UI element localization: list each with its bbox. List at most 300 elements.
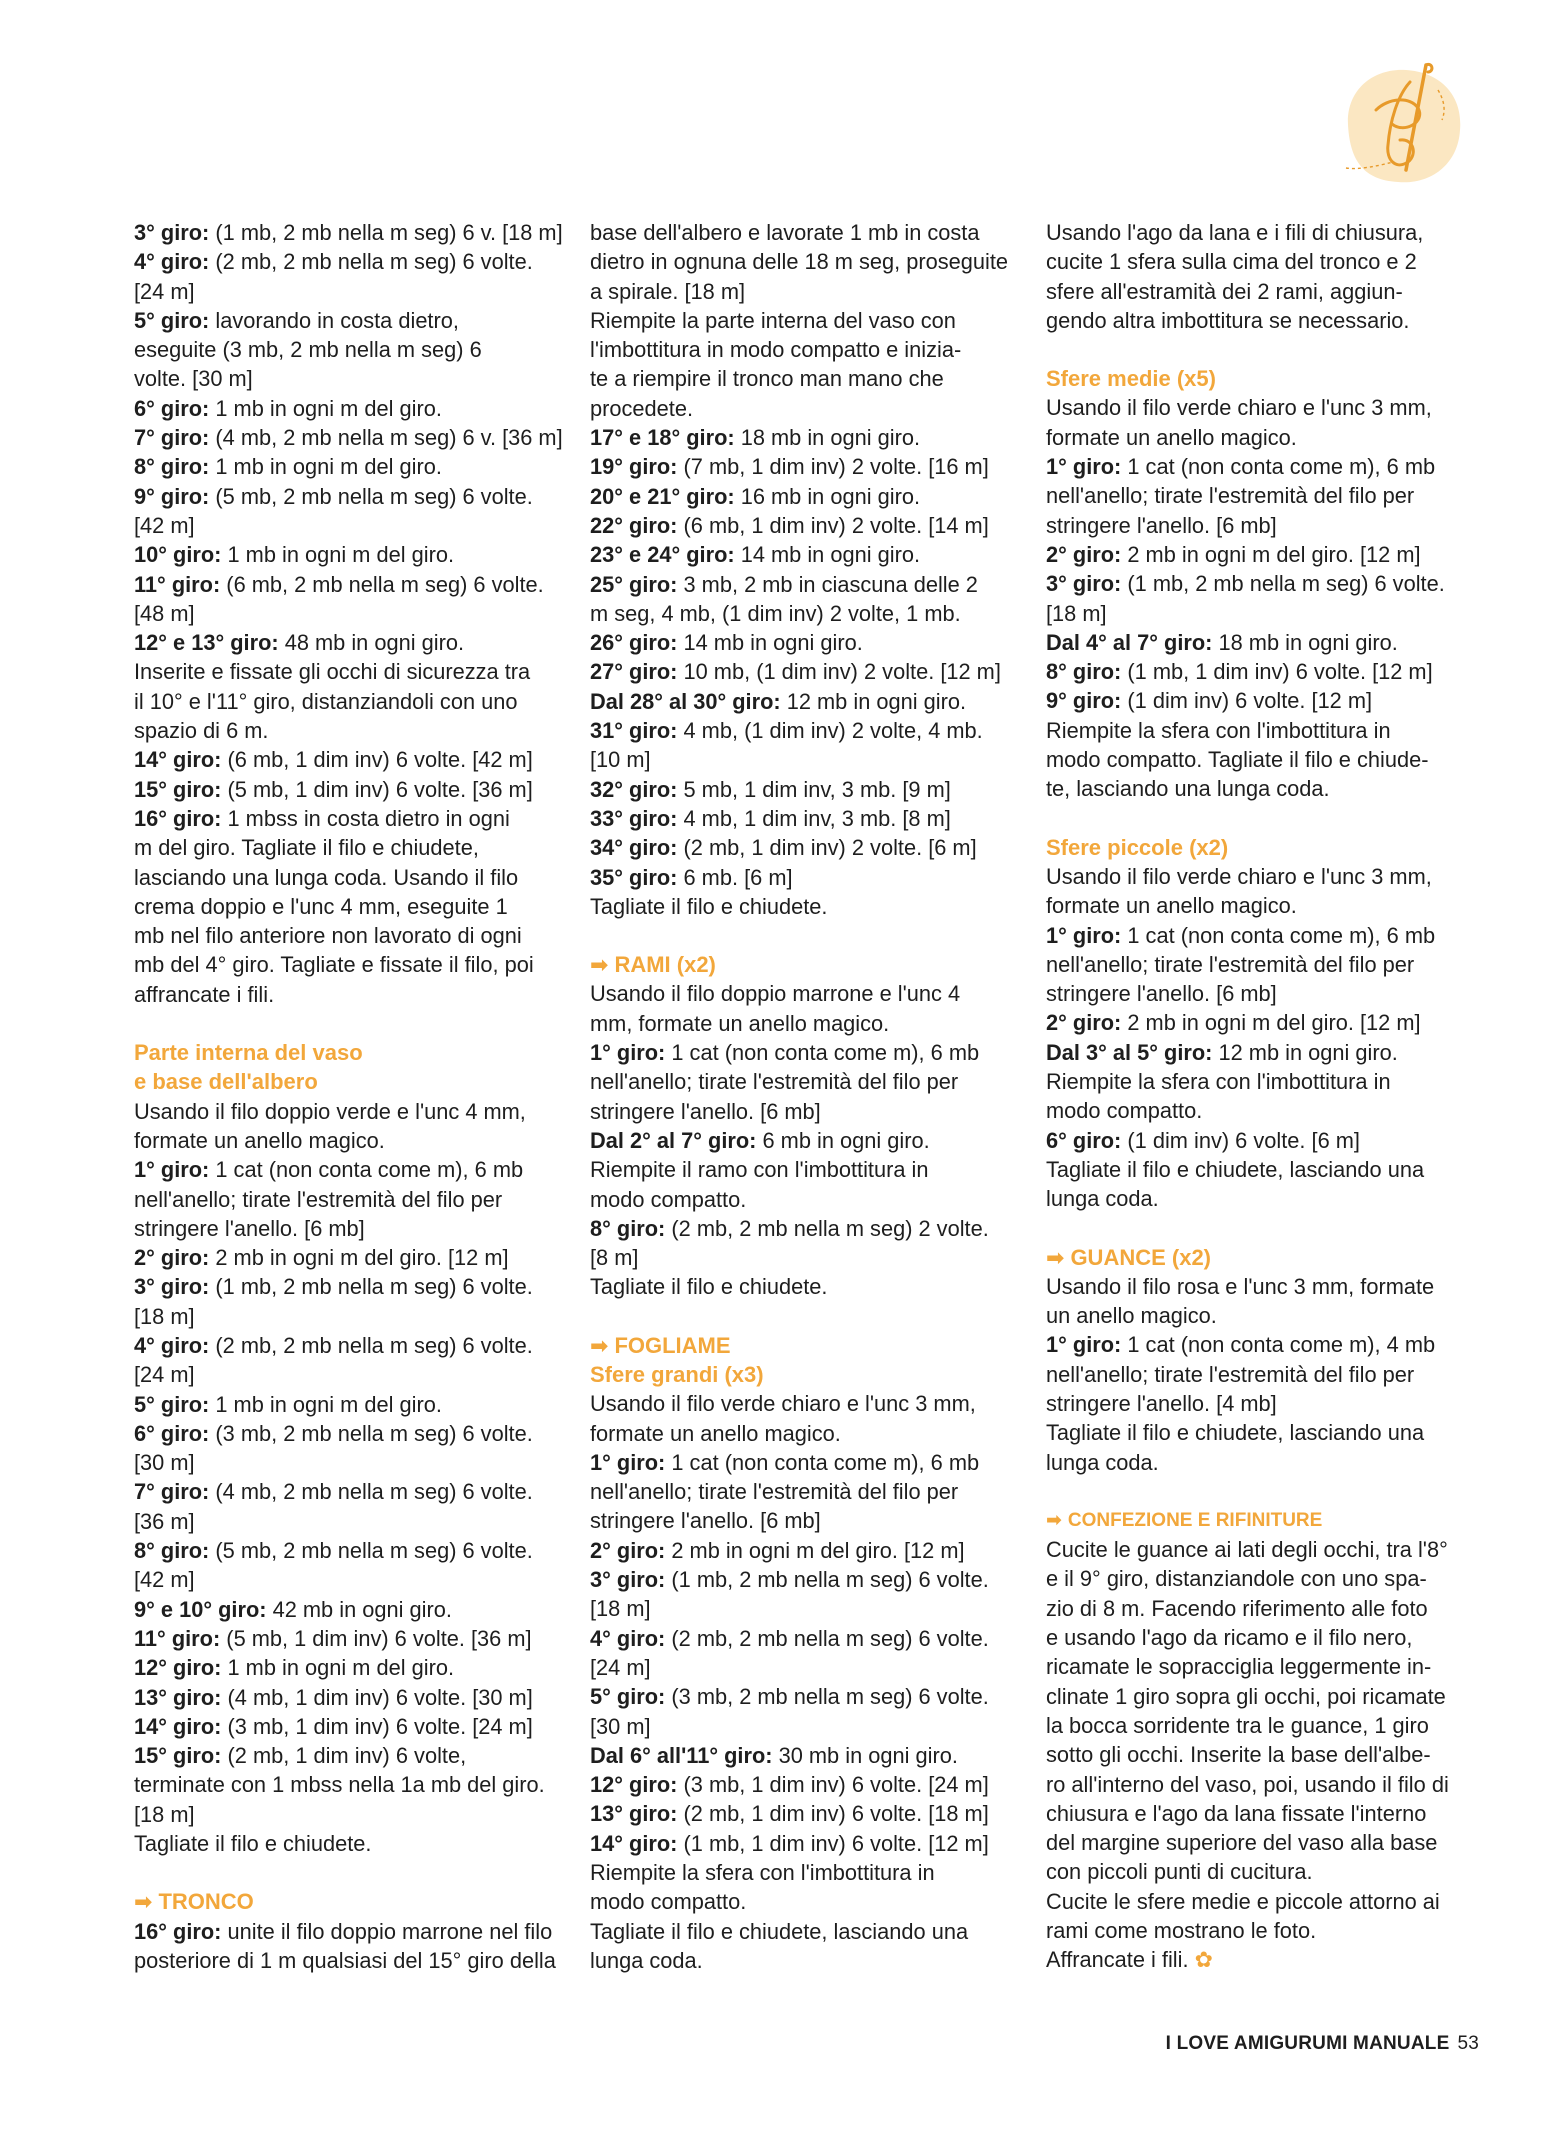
text-line bbox=[590, 452, 1014, 481]
text-line bbox=[590, 1682, 1014, 1711]
round-text: 12 mb in ogni giro. bbox=[1212, 1039, 1398, 1065]
arrow-right-icon: ➡ bbox=[134, 1889, 153, 1915]
section-tronco bbox=[134, 1917, 558, 1976]
text-line bbox=[590, 775, 1014, 804]
section-parte-interna bbox=[134, 1097, 558, 1859]
round-label: 7° giro: bbox=[134, 425, 210, 451]
round-text: [24 m] bbox=[134, 278, 195, 304]
text-line bbox=[134, 247, 558, 276]
round-label: Dal 28° al 30° giro: bbox=[590, 688, 781, 714]
text-line bbox=[134, 1712, 558, 1741]
text-line bbox=[1046, 1184, 1476, 1213]
round-text: 4 mb, 1 dim inv, 3 mb. [8 m] bbox=[677, 805, 951, 831]
crochet-hook-logo bbox=[1318, 50, 1478, 200]
round-label: 5° giro: bbox=[590, 1684, 666, 1710]
round-label: 8° giro: bbox=[134, 1538, 210, 1564]
text-line bbox=[134, 1683, 558, 1712]
round-text: gendo altra imbottitura se necessario. bbox=[1046, 307, 1410, 333]
text-line bbox=[1046, 1564, 1476, 1593]
heading-tronco: ➡ TRONCO bbox=[134, 1889, 254, 1915]
arrow-right-icon: ➡ bbox=[1046, 1509, 1062, 1531]
text-line bbox=[1046, 1418, 1476, 1447]
round-text: [30 m] bbox=[590, 1713, 651, 1739]
round-label: 3° giro: bbox=[134, 220, 210, 245]
text-line bbox=[590, 833, 1014, 862]
text-line bbox=[590, 277, 1014, 306]
round-text: 2 mb in ogni m del giro. [12 m] bbox=[1121, 541, 1421, 567]
round-text: crema doppio e l'unc 4 mm, eseguite 1 bbox=[134, 893, 508, 919]
heading-sfere-piccole: Sfere piccole (x2) bbox=[1046, 834, 1229, 860]
round-text: (1 mb, 2 mb nella m seg) 6 volte. bbox=[209, 1274, 533, 1300]
round-text: 1 mb in ogni m del giro. bbox=[221, 542, 455, 568]
round-text: lunga coda. bbox=[590, 1947, 703, 1973]
text-line bbox=[134, 511, 558, 540]
round-text: [8 m] bbox=[590, 1245, 639, 1271]
round-text: m del giro. Tagliate il filo e chiudete, bbox=[134, 835, 479, 861]
round-text: procedete. bbox=[590, 395, 694, 421]
text-line bbox=[590, 1565, 1014, 1594]
round-text: Riempite la sfera con l'imbottitura in bbox=[590, 1860, 935, 1886]
text-line bbox=[590, 1097, 1014, 1126]
round-text: 1 mb in ogni m del giro. bbox=[209, 454, 442, 480]
text-line bbox=[590, 1272, 1014, 1301]
round-text: Tagliate il filo e chiudete. bbox=[590, 893, 828, 919]
text-line bbox=[134, 1829, 558, 1858]
text-line bbox=[134, 1243, 558, 1272]
round-text: mb del 4° giro. Tagliate e fissate il filo, poi bbox=[134, 952, 534, 978]
text-line bbox=[134, 1331, 558, 1360]
text-line bbox=[134, 892, 558, 921]
text-line bbox=[134, 1214, 558, 1243]
round-text: 1 cat (non conta come m), 6 mb bbox=[665, 1040, 980, 1066]
text-line bbox=[590, 1917, 1014, 1946]
section-confezione bbox=[1046, 1535, 1476, 1974]
round-text: zio di 8 m. Facendo riferimento alle foto bbox=[1046, 1595, 1428, 1621]
round-text: unite il filo doppio marrone nel filo bbox=[221, 1918, 553, 1944]
text-line bbox=[134, 1565, 558, 1594]
round-text: (4 mb, 2 mb nella m seg) 6 v. [36 m] bbox=[209, 425, 563, 451]
page-number: 53 bbox=[1457, 2033, 1479, 2054]
text-line bbox=[134, 1741, 558, 1770]
round-label: 12° giro: bbox=[134, 1655, 222, 1681]
round-text: (2 mb, 1 dim inv) 6 volte. [18 m] bbox=[677, 1801, 989, 1827]
round-text: 6 mb. [6 m] bbox=[677, 864, 793, 890]
round-label: 4° giro: bbox=[134, 1332, 210, 1358]
round-text: (1 dim inv) 6 volte. [12 m] bbox=[1121, 688, 1373, 714]
round-label: 11° giro: bbox=[134, 1625, 221, 1651]
round-label: 34° giro: bbox=[590, 835, 678, 861]
round-label: 20° e 21° giro: bbox=[590, 483, 735, 509]
round-text: la bocca sorridente tra le guance, 1 giro bbox=[1046, 1712, 1429, 1738]
text-line bbox=[590, 306, 1014, 335]
round-text: a spirale. [18 m] bbox=[590, 278, 746, 304]
round-text: base dell'albero e lavorate 1 mb in costa bbox=[590, 220, 980, 245]
text-line bbox=[590, 423, 1014, 452]
round-label: 9° giro: bbox=[134, 483, 210, 509]
arrow-right-icon: ➡ bbox=[590, 952, 609, 978]
round-text: (2 mb, 1 dim inv) 6 volte, bbox=[221, 1743, 467, 1769]
text-line bbox=[134, 423, 563, 452]
text-line bbox=[1046, 891, 1476, 920]
round-text: Inserite e fissate gli occhi di sicurezza tra bbox=[134, 659, 531, 685]
text-line bbox=[590, 1624, 1014, 1653]
text-line bbox=[134, 716, 558, 745]
text-line bbox=[134, 1097, 558, 1126]
text-line bbox=[1046, 393, 1476, 422]
round-text: modo compatto. bbox=[590, 1889, 747, 1915]
round-text: 1 cat (non conta come m), 4 mb bbox=[1121, 1332, 1436, 1358]
round-text: [36 m] bbox=[134, 1508, 195, 1534]
round-text: [18 m] bbox=[134, 1303, 195, 1329]
text-line bbox=[590, 1448, 1014, 1477]
text-line bbox=[134, 277, 558, 306]
round-text: (1 mb, 1 dim inv) 6 volte. [12 m] bbox=[677, 1830, 989, 1856]
text-line bbox=[1046, 1770, 1476, 1799]
text-line bbox=[134, 833, 558, 862]
round-label: 4° giro: bbox=[134, 249, 210, 275]
round-text: 42 mb in ogni giro. bbox=[266, 1596, 452, 1622]
round-text: 1 cat (non conta come m), 6 mb bbox=[209, 1157, 524, 1183]
round-label: 10° giro: bbox=[134, 542, 222, 568]
round-label: 5° giro: bbox=[134, 1391, 210, 1417]
round-label: 1° giro: bbox=[1046, 1332, 1122, 1358]
round-text: lavorando in costa dietro, bbox=[209, 307, 459, 333]
text-line bbox=[134, 1507, 558, 1536]
round-label: Dal 4° al 7° giro: bbox=[1046, 629, 1213, 655]
section-vaso-rounds bbox=[134, 218, 563, 1009]
round-text: (1 mb, 2 mb nella m seg) 6 v. [18 m] bbox=[209, 220, 563, 245]
round-text: (1 mb, 2 mb nella m seg) 6 volte. bbox=[665, 1567, 989, 1593]
round-text: sotto gli occhi. Inserite la base dell'albe- bbox=[1046, 1742, 1431, 1768]
text-line bbox=[1046, 1623, 1476, 1652]
text-line bbox=[1046, 774, 1476, 803]
text-line bbox=[590, 1653, 1014, 1682]
flower-end-icon: ✿ bbox=[1188, 1947, 1213, 1973]
round-text: (3 mb, 2 mb nella m seg) 6 volte. bbox=[209, 1420, 533, 1446]
round-label: 4° giro: bbox=[590, 1625, 666, 1651]
round-text: terminate con 1 mbss nella 1a mb del giro. bbox=[134, 1772, 545, 1798]
text-line bbox=[590, 1243, 1014, 1272]
round-label: 9° giro: bbox=[1046, 688, 1122, 714]
text-line bbox=[1046, 862, 1476, 891]
round-text: (5 mb, 1 dim inv) 6 volte. [36 m] bbox=[221, 776, 533, 802]
text-line bbox=[590, 804, 1014, 833]
round-text: Tagliate il filo e chiudete, lasciando una bbox=[1046, 1156, 1425, 1182]
text-line bbox=[1046, 423, 1476, 452]
round-text: stringere l'anello. [6 mb] bbox=[1046, 512, 1277, 538]
text-line bbox=[1046, 1711, 1476, 1740]
round-text: Affrancate i fili. bbox=[1046, 1947, 1189, 1973]
text-line bbox=[590, 335, 1014, 364]
text-line bbox=[1046, 481, 1476, 510]
text-line bbox=[590, 863, 1014, 892]
round-text: Riempite la parte interna del vaso con bbox=[590, 307, 956, 333]
heading-guance: ➡ GUANCE (x2) bbox=[1046, 1244, 1212, 1270]
round-text: 1 mb in ogni m del giro. bbox=[221, 1655, 455, 1681]
round-text: Usando il filo verde chiaro e l'unc 3 mm, bbox=[1046, 863, 1432, 889]
round-text: posteriore di 1 m qualsiasi del 15° giro della bbox=[134, 1947, 556, 1973]
round-text: volte. [30 m] bbox=[134, 366, 253, 392]
round-label: 19° giro: bbox=[590, 454, 678, 480]
text-line bbox=[1046, 1272, 1476, 1301]
round-text: [48 m] bbox=[134, 600, 195, 626]
text-line bbox=[134, 394, 558, 423]
text-line bbox=[1046, 1067, 1476, 1096]
round-label: 25° giro: bbox=[590, 571, 678, 597]
round-label: 7° giro: bbox=[134, 1479, 210, 1505]
round-text: (3 mb, 1 dim inv) 6 volte. [24 m] bbox=[221, 1713, 533, 1739]
round-text: (3 mb, 2 mb nella m seg) 6 volte. bbox=[665, 1684, 989, 1710]
text-line bbox=[590, 394, 1014, 423]
text-line bbox=[590, 1126, 1014, 1155]
round-text: formate un anello magico. bbox=[1046, 893, 1297, 919]
text-line bbox=[134, 1595, 558, 1624]
round-label: 23° e 24° giro: bbox=[590, 542, 735, 568]
round-label: 8° giro: bbox=[590, 1215, 666, 1241]
heading-parte-interna: Parte interna del vaso bbox=[134, 1040, 363, 1066]
round-text: (3 mb, 1 dim inv) 6 volte. [24 m] bbox=[677, 1772, 989, 1798]
round-text: [10 m] bbox=[590, 747, 651, 773]
text-line bbox=[590, 1389, 1014, 1418]
round-text: (6 mb, 1 dim inv) 6 volte. [42 m] bbox=[221, 747, 533, 773]
text-line bbox=[590, 511, 1014, 540]
text-line bbox=[1046, 1887, 1476, 1916]
round-label: 26° giro: bbox=[590, 630, 678, 656]
round-label: 15° giro: bbox=[134, 1743, 222, 1769]
round-text: [42 m] bbox=[134, 512, 195, 538]
round-text: modo compatto. bbox=[590, 1186, 747, 1212]
round-text: 4 mb, (1 dim inv) 2 volte, 4 mb. bbox=[677, 718, 983, 744]
round-text: un anello magico. bbox=[1046, 1303, 1217, 1329]
round-text: stringere l'anello. [6 mb] bbox=[134, 1215, 365, 1241]
text-line bbox=[590, 1477, 1014, 1506]
round-text: eseguite (3 mb, 2 mb nella m seg) 6 bbox=[134, 337, 482, 363]
round-text: Usando l'ago da lana e i fili di chiusura, bbox=[1046, 220, 1424, 245]
round-text: (1 mb, 1 dim inv) 6 volte. [12 m] bbox=[1121, 659, 1433, 685]
round-label: 22° giro: bbox=[590, 512, 678, 538]
round-text: 18 mb in ogni giro. bbox=[1212, 629, 1398, 655]
round-text: [30 m] bbox=[134, 1450, 195, 1476]
text-line bbox=[134, 980, 558, 1009]
heading-sfere-medie: Sfere medie (x5) bbox=[1046, 366, 1216, 392]
round-text: 30 mb in ogni giro. bbox=[772, 1742, 958, 1768]
round-label: 2° giro: bbox=[134, 1245, 210, 1271]
text-line bbox=[1046, 1916, 1476, 1945]
text-line bbox=[590, 657, 1014, 686]
text-line bbox=[1046, 686, 1476, 715]
text-line bbox=[590, 1858, 1014, 1887]
text-line bbox=[590, 1536, 1014, 1565]
text-line bbox=[1046, 1008, 1476, 1037]
round-label: 2° giro: bbox=[1046, 1010, 1122, 1036]
text-line bbox=[590, 570, 1014, 599]
text-line bbox=[590, 1770, 1014, 1799]
round-label: 1° giro: bbox=[1046, 922, 1122, 948]
text-line bbox=[590, 599, 1014, 628]
text-line bbox=[134, 1477, 558, 1506]
round-text: nell'anello; tirate l'estremità del filo per bbox=[590, 1479, 959, 1505]
text-line bbox=[1046, 1096, 1476, 1125]
column-3 bbox=[1046, 218, 1476, 1975]
section-sfere-piccole bbox=[1046, 862, 1476, 1214]
section-rami bbox=[590, 979, 1014, 1301]
round-label: 1° giro: bbox=[134, 1157, 210, 1183]
text-line bbox=[1046, 511, 1476, 540]
round-text: ricamate le sopracciglia leggermente in- bbox=[1046, 1654, 1432, 1680]
round-label: 8° giro: bbox=[134, 454, 210, 480]
text-line bbox=[1046, 1389, 1476, 1418]
round-text: stringere l'anello. [6 mb] bbox=[590, 1098, 821, 1124]
text-line bbox=[1046, 1448, 1476, 1477]
round-label: Dal 3° al 5° giro: bbox=[1046, 1039, 1213, 1065]
text-line bbox=[590, 1185, 1014, 1214]
round-text: l'imbottitura in modo compatto e inizia- bbox=[590, 337, 962, 363]
round-text: [18 m] bbox=[590, 1596, 651, 1622]
text-line bbox=[590, 1214, 1014, 1243]
text-line bbox=[134, 657, 558, 686]
column-1 bbox=[134, 218, 563, 1975]
text-line bbox=[1046, 452, 1476, 481]
round-label: 11° giro: bbox=[134, 571, 221, 597]
round-label: 14° giro: bbox=[134, 1713, 222, 1739]
round-label: 14° giro: bbox=[590, 1830, 678, 1856]
round-text: modo compatto. Tagliate il filo e chiude- bbox=[1046, 747, 1429, 773]
round-text: dietro in ognuna delle 18 m seg, proseguite bbox=[590, 249, 1009, 275]
heading-rami: ➡ RAMI (x2) bbox=[590, 952, 716, 978]
text-line bbox=[590, 247, 1014, 276]
text-line bbox=[134, 687, 558, 716]
round-text: (2 mb, 2 mb nella m seg) 6 volte. bbox=[209, 1332, 533, 1358]
text-line bbox=[134, 335, 558, 364]
text-line bbox=[1046, 277, 1476, 306]
text-line bbox=[590, 540, 1014, 569]
round-label: 9° e 10° giro: bbox=[134, 1596, 267, 1622]
page-footer bbox=[1166, 2033, 1479, 2055]
text-line bbox=[590, 892, 1014, 921]
text-line bbox=[134, 540, 558, 569]
round-text: 48 mb in ogni giro. bbox=[278, 630, 465, 656]
round-text: affrancate i fili. bbox=[134, 981, 275, 1007]
round-text: (1 mb, 2 mb nella m seg) 6 volte. bbox=[1121, 571, 1445, 597]
text-line bbox=[590, 1712, 1014, 1741]
text-line bbox=[134, 1360, 558, 1389]
round-text: Usando il filo doppio verde e l'unc 4 mm, bbox=[134, 1098, 526, 1124]
round-text: Tagliate il filo e chiudete. bbox=[590, 1274, 828, 1300]
round-label: 1° giro: bbox=[590, 1040, 666, 1066]
text-line bbox=[1046, 921, 1476, 950]
round-text: formate un anello magico. bbox=[590, 1420, 841, 1446]
text-line bbox=[1046, 1945, 1476, 1974]
round-text: nell'anello; tirate l'estremità del filo per bbox=[590, 1069, 959, 1095]
round-text: mm, formate un anello magico. bbox=[590, 1010, 890, 1036]
text-line bbox=[134, 1917, 558, 1946]
round-label: 2° giro: bbox=[590, 1537, 666, 1563]
round-text: Usando il filo verde chiaro e l'unc 3 mm, bbox=[590, 1391, 976, 1417]
magazine-title: I LOVE AMIGURUMI MANUALE bbox=[1165, 2033, 1450, 2054]
round-label: 12° e 13° giro: bbox=[134, 630, 279, 656]
round-text: chiusura e l'ago da lana fissate l'interno bbox=[1046, 1800, 1427, 1826]
round-text: [24 m] bbox=[590, 1654, 651, 1680]
round-text: Usando il filo doppio marrone e l'unc 4 bbox=[590, 981, 961, 1007]
round-text: 1 cat (non conta come m), 6 mb bbox=[1121, 454, 1436, 480]
text-line bbox=[134, 628, 558, 657]
round-text: [42 m] bbox=[134, 1567, 195, 1593]
round-label: 13° giro: bbox=[134, 1684, 222, 1710]
section-guance bbox=[1046, 1272, 1476, 1477]
round-text: nell'anello; tirate l'estremità del filo per bbox=[1046, 483, 1415, 509]
round-label: 27° giro: bbox=[590, 659, 678, 685]
text-line bbox=[1046, 745, 1476, 774]
round-text: (4 mb, 1 dim inv) 6 volte. [30 m] bbox=[221, 1684, 533, 1710]
text-line bbox=[590, 1419, 1014, 1448]
round-label: 16° giro: bbox=[134, 1918, 222, 1944]
round-label: Dal 6° all'11° giro: bbox=[590, 1742, 773, 1768]
text-line bbox=[1046, 950, 1476, 979]
round-text: Riempite la sfera con l'imbottitura in bbox=[1046, 1069, 1391, 1095]
round-text: 2 mb in ogni m del giro. [12 m] bbox=[1121, 1010, 1421, 1036]
round-text: cucite 1 sfera sulla cima del tronco e 2 bbox=[1046, 249, 1417, 275]
text-line bbox=[134, 1624, 558, 1653]
text-line bbox=[1046, 599, 1476, 628]
round-text: nell'anello; tirate l'estremità del filo per bbox=[1046, 951, 1415, 977]
round-text: Riempite il ramo con l'imbottitura in bbox=[590, 1157, 929, 1183]
round-label: 3° giro: bbox=[134, 1274, 210, 1300]
text-line bbox=[134, 570, 558, 599]
round-text: Tagliate il filo e chiudete. bbox=[134, 1831, 372, 1857]
text-line bbox=[134, 1536, 558, 1565]
text-line bbox=[1046, 569, 1476, 598]
text-line bbox=[1046, 1038, 1476, 1067]
text-line bbox=[134, 1653, 558, 1682]
round-label: 12° giro: bbox=[590, 1772, 678, 1798]
text-line bbox=[134, 306, 558, 335]
round-label: 8° giro: bbox=[1046, 659, 1122, 685]
text-line bbox=[134, 950, 558, 979]
round-label: 3° giro: bbox=[590, 1567, 666, 1593]
round-label: 31° giro: bbox=[590, 718, 678, 744]
text-line bbox=[134, 921, 558, 950]
text-line bbox=[1046, 716, 1476, 745]
text-line bbox=[1046, 1799, 1476, 1828]
text-line bbox=[1046, 306, 1476, 335]
round-text: (5 mb, 1 dim inv) 6 volte. [36 m] bbox=[220, 1625, 532, 1651]
round-text: Tagliate il filo e chiudete, lasciando una bbox=[590, 1918, 969, 1944]
section-sfere-grandi-cont bbox=[1046, 218, 1476, 335]
round-text: 2 mb in ogni m del giro. [12 m] bbox=[665, 1537, 965, 1563]
round-text: ro all'interno del vaso, poi, usando il filo di bbox=[1046, 1771, 1449, 1797]
text-line bbox=[1046, 1126, 1476, 1155]
text-line bbox=[134, 452, 558, 481]
text-line bbox=[1046, 657, 1476, 686]
round-text: nell'anello; tirate l'estremità del filo per bbox=[1046, 1361, 1415, 1387]
text-line bbox=[590, 1506, 1014, 1535]
round-text: (7 mb, 1 dim inv) 2 volte. [16 m] bbox=[677, 454, 989, 480]
text-line bbox=[1046, 218, 1476, 247]
text-line bbox=[1046, 1155, 1476, 1184]
round-text: (2 mb, 2 mb nella m seg) 6 volte. bbox=[665, 1625, 989, 1651]
text-line bbox=[134, 1155, 558, 1184]
text-line bbox=[590, 1009, 1014, 1038]
round-text: 12 mb in ogni giro. bbox=[780, 688, 967, 714]
text-line bbox=[1046, 1330, 1476, 1359]
round-text: con piccoli punti di cucitura. bbox=[1046, 1859, 1313, 1885]
text-line bbox=[134, 1419, 558, 1448]
round-text: 16 mb in ogni giro. bbox=[734, 483, 921, 509]
text-line bbox=[134, 863, 558, 892]
text-line bbox=[590, 687, 1014, 716]
round-text: 1 cat (non conta come m), 6 mb bbox=[1121, 922, 1436, 948]
round-label: 5° giro: bbox=[134, 307, 210, 333]
